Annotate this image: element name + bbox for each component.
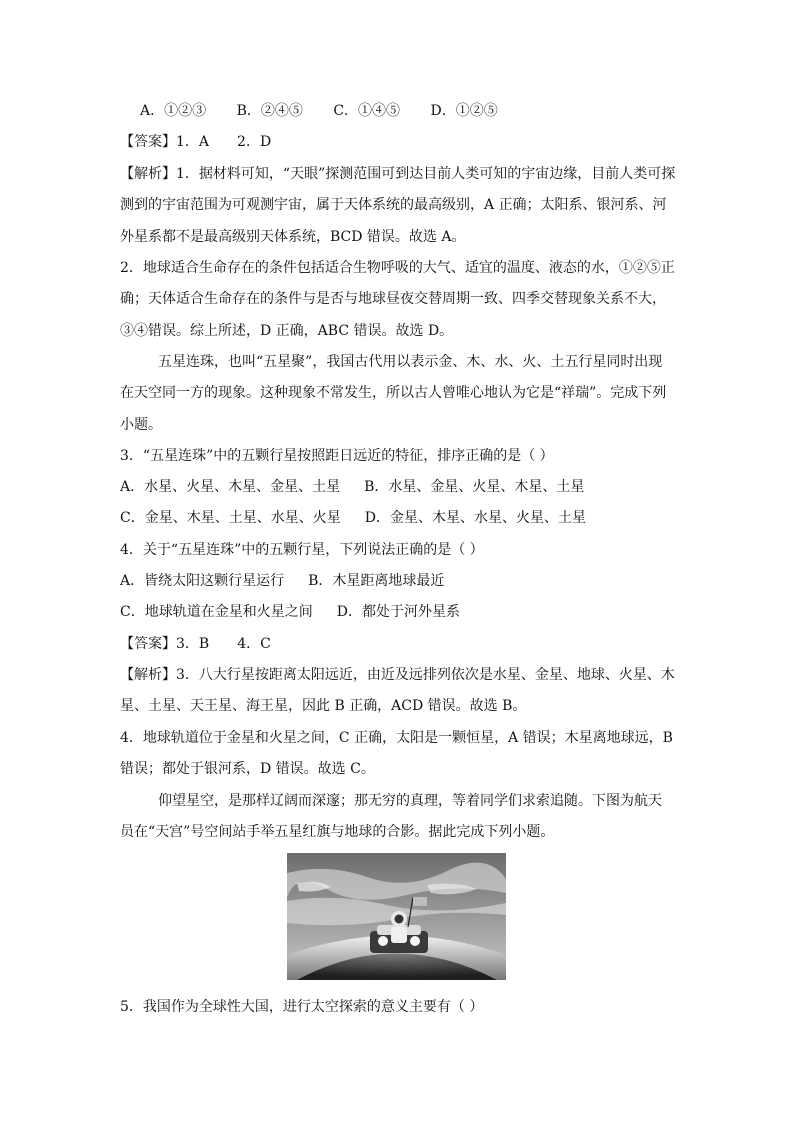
answer-line-2 [120, 633, 680, 655]
q4-option-b: B．木星距离地球最近 [308, 573, 445, 589]
analysis-tag: 【解析】 [120, 667, 176, 683]
q2-option-d: D．①②⑤ [430, 103, 498, 119]
analysis-line: 外星系都不是最高级别天体系统，BCD 错误。故选 A。 [120, 229, 466, 245]
q2-options-row [140, 100, 700, 122]
question-3-options-row [120, 507, 680, 529]
analysis-tag: 【解析】 [120, 166, 176, 182]
answer-tag: 【答案】 [120, 134, 176, 150]
answer-item: 4．C [237, 636, 271, 652]
passage-line: 小题。 [120, 417, 162, 433]
analysis-text: 3．八大行星按距离太阳远近，由近及远排列依次是水星、金星、地球、火星、木 [176, 667, 675, 683]
analysis-line: 错误；都处于银河系，D 错误。故选 C。 [120, 761, 375, 777]
q2-option-c: C．①④⑤ [333, 103, 401, 119]
question-5-stem: 5．我国作为全球性大国，进行太空探索的意义主要有（ ） [120, 999, 484, 1015]
astronaut-earth-photo [287, 853, 506, 980]
q2-option-a: A．①②③ [140, 103, 207, 119]
answer-item: 1．A [176, 134, 210, 150]
question-4-options-row [120, 601, 680, 623]
q4-option-d: D．都处于河外星系 [336, 604, 460, 620]
question-3-stem: 3．“五星连珠”中的五颗行星按照距日远近的特征，排序正确的是（ ） [120, 448, 554, 464]
question-3-options-row [120, 476, 680, 498]
analysis-line: 测到的宇宙范围为可观测宇宙，属于天体系统的最高级别，A 正确；太阳系、银河系、河 [120, 197, 667, 213]
question-4-options-row [120, 570, 680, 592]
q2-option-b: B．②④⑤ [236, 103, 303, 119]
answer-item: 3．B [176, 636, 210, 652]
q3-option-b: B．水星、金星、火星、木星、土星 [364, 479, 585, 495]
q3-option-a: A．水星、火星、木星、金星、土星 [120, 479, 341, 495]
passage-line: 员在“天宫”号空间站手举五星红旗与地球的合影。据此完成下列小题。 [120, 824, 555, 840]
analysis-text: 1．据材料可知，“天眼”探测范围可到达目前人类可知的宇宙边缘，目前人类可探 [176, 166, 676, 182]
q4-option-a: A．皆绕太阳这颗行星运行 [120, 573, 285, 589]
analysis-line: 2．地球适合生命存在的条件包括适合生物呼吸的大气、适宜的温度、液态的水，①②⑤正 [120, 260, 675, 276]
analysis-line [120, 163, 680, 185]
passage-line: 五星连珠，也叫“五星聚”，我国古代用以表示金、木、水、火、土五行星同时出现 [158, 354, 663, 370]
answer-tag: 【答案】 [120, 636, 176, 652]
passage-line: 在天空同一方的现象。这种现象不常发生，所以古人曾唯心地认为它是“祥瑞”。完成下列 [120, 385, 667, 401]
analysis-line [120, 664, 680, 686]
q4-option-c: C．地球轨道在金星和火星之间 [120, 604, 313, 620]
q3-option-d: D．金星、木星、水星、火星、土星 [364, 510, 586, 526]
analysis-line: ③④错误。综上所述，D 正确，ABC 错误。故选 D。 [120, 323, 454, 339]
analysis-line: 确；天体适合生命存在的条件与是否与地球昼夜交替周期一致、四季交替现象关系不大， [120, 291, 666, 307]
q3-option-c: C．金星、木星、土星、水星、火星 [120, 510, 341, 526]
answer-item: 2．D [237, 134, 272, 150]
analysis-line: 星、土星、天王星、海王星，因此 B 正确，ACD 错误。故选 B。 [120, 698, 527, 714]
passage-line: 仰望星空，是那样辽阔而深邃；那无穷的真理，等着同学们求索追随。下图为航天 [158, 793, 662, 809]
analysis-line: 4．地球轨道位于金星和火星之间，C 正确，太阳是一颗恒星，A 错误；木星离地球远，B [120, 730, 673, 746]
answer-line-1 [120, 131, 680, 153]
question-4-stem: 4．关于“五星连珠”中的五颗行星，下列说法正确的是（ ） [120, 542, 484, 558]
